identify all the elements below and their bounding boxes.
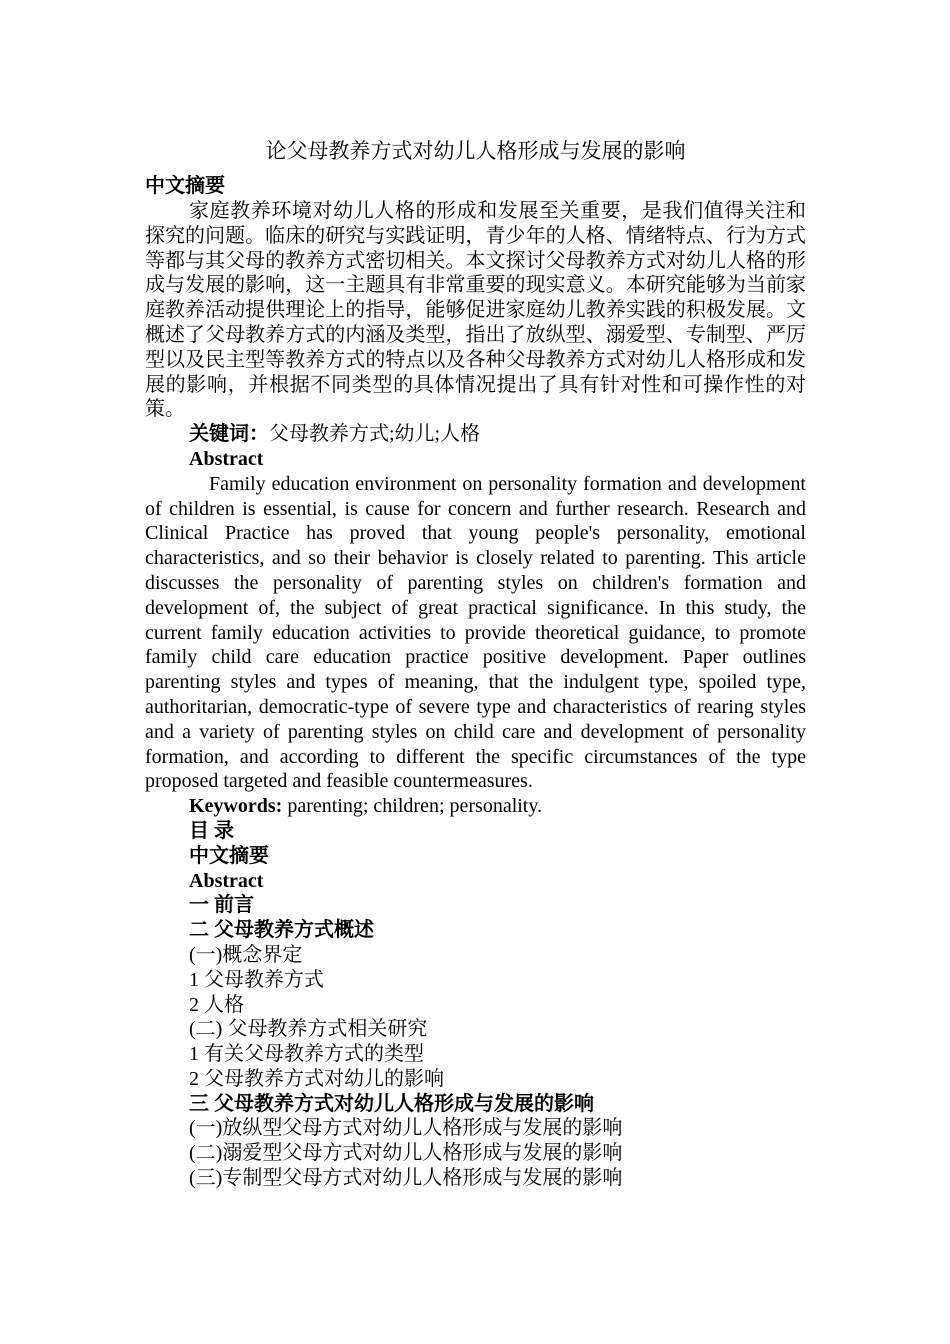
toc-item: 2 人格 <box>189 993 244 1016</box>
toc-item: (二) 父母教养方式相关研究 <box>189 1018 428 1041</box>
cn-abstract-body: 家庭教养环境对幼儿人格的形成和发展至关重要，是我们值得关注和探究的问题。临床的研究与实践证明，青少年的人格、情绪特点、行为方式等都与其父母的教养方式密切相关。本文探讨父母教养方式对幼儿人格的形成与发展的影响，这一主题具有非常重要的现实意义。本研究能够为当前家庭教养活动提供理论上的指导，能够促进家庭幼儿教养实践的积极发展。文概述了父母教养方式的内涵及类型，指出了放纵型、溺爱型、专制型、严厉型以及民主型等教养方式的特点以及各种父母教养方式对幼儿人格形成和发展的影响，并根据不同类型的具体情况提出了具有针对性和可操作性的对策。 <box>145 200 806 421</box>
toc-item: (一)概念界定 <box>189 943 303 966</box>
en-keywords-line <box>189 794 806 819</box>
toc-item: 三 父母教养方式对幼儿人格形成与发展的影响 <box>189 1092 594 1115</box>
toc-item: (三)专制型父母方式对幼儿人格形成与发展的影响 <box>189 1167 623 1190</box>
toc-list <box>145 844 806 1191</box>
document-page <box>145 136 806 1191</box>
toc-item: 1 父母教养方式 <box>189 968 324 991</box>
toc-item: 一 前言 <box>189 894 254 917</box>
en-abstract-body: Family education environment on personality formation and development of children is essential, is cause for concern and further research. Research and Clinical Practice has proved that young people's personality, emotional characteristics, and so their behavior is closely related to parenting. This article discusses the personality of parenting styles on children's formation and development of, the subject of great practical significance. In this study, the current family education activities to provide theoretical guidance, to promote family child care education practice positive development. Paper outlines parenting styles and types of meaning, that the indulgent type, spoiled type, authoritarian, democratic-type of severe type and characteristics of rearing styles and a variety of parenting styles on child care and development of personality formation, and according to different the specific circumstances of the type proposed targeted and feasible countermeasures. <box>145 472 806 793</box>
toc-item: 二 父母教养方式概述 <box>189 919 374 942</box>
toc-item: Abstract <box>189 869 264 892</box>
cn-abstract-heading: 中文摘要 <box>145 175 225 197</box>
toc-heading: 目 录 <box>189 819 234 842</box>
cn-keywords-value: 父母教养方式;幼儿;人格 <box>269 423 481 446</box>
en-abstract-heading: Abstract <box>189 447 264 470</box>
toc-item: (二)溺爱型父母方式对幼儿人格形成与发展的影响 <box>189 1142 623 1165</box>
en-keywords-value: parenting; children; personality. <box>282 795 543 818</box>
toc-item: (一)放纵型父母方式对幼儿人格形成与发展的影响 <box>189 1117 623 1140</box>
document-title: 论父母教养方式对幼儿人格形成与发展的影响 <box>265 139 686 163</box>
cn-keywords-label: 关键词： <box>189 423 269 446</box>
en-keywords-label: Keywords: <box>189 795 283 818</box>
toc-item: 中文摘要 <box>189 844 269 867</box>
toc-item: 2 父母教养方式对幼儿的影响 <box>189 1067 444 1090</box>
cn-keywords-line <box>189 422 806 447</box>
toc-item: 1 有关父母教养方式的类型 <box>189 1043 424 1066</box>
